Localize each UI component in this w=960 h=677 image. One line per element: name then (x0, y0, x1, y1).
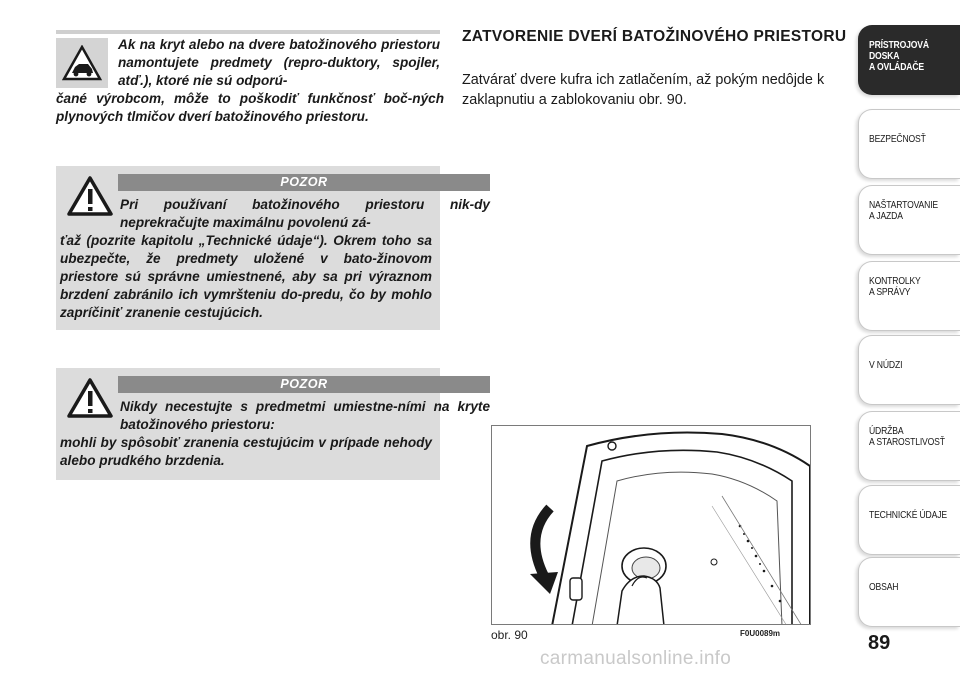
pozor-label: POZOR (118, 376, 490, 393)
tab-label: V NÚDZI (869, 359, 903, 371)
section-title: ZATVORENIE DVERÍ BATOŽINOVÉHO PRIESTORU (462, 28, 847, 45)
warning-box-cover (56, 368, 490, 480)
tab-label: TECHNICKÉ ÚDAJE (869, 509, 947, 521)
note-text-first: Ak na kryt alebo na dvere batožinového priestoru namontujete predmety (repro-duktory, spojler, atď.), ktoré nie sú odporú- (118, 37, 440, 88)
chapter-tabs (858, 25, 960, 625)
warning-triangle-icon (66, 376, 114, 420)
tab-v-nudzi[interactable] (858, 335, 960, 405)
tab-label: KONTROLKY A SPRÁVY (869, 275, 921, 298)
section-body: Zatvárať dvere kufra ich zatlačením, až pokým nedôjde k zaklapnutiu a zablokovaniu obr. 90. (462, 72, 825, 108)
tab-bezpecnost[interactable] (858, 109, 960, 179)
tab-label: ÚDRŽBA A STAROSTLIVOSŤ (869, 425, 945, 448)
warning-text-first: Nikdy necestujte s predmetmi umiestne-ními na kryte batožinového priestoru: (120, 399, 490, 432)
warning-text-first: Pri používaní batožinového priestoru nik-dy neprekračujte maximálnu povolenú zá- (120, 197, 490, 230)
note-gas-struts (56, 30, 444, 126)
car-warning-icon (56, 38, 108, 88)
page-number: 89 (868, 632, 891, 654)
tab-pristrojova-doska[interactable] (858, 25, 960, 95)
figure-caption: obr. 90 (491, 628, 528, 642)
note-top-rule (56, 30, 440, 34)
tab-kontrolky[interactable] (858, 261, 960, 331)
note-text-rest: čané výrobcom, môže to poškodiť funkčnosť boč-ných plynových tlmičov dverí batožinového priestoru. (56, 91, 444, 124)
tab-label: NAŠTARTOVANIE A JAZDA (869, 199, 939, 222)
warning-triangle-icon (66, 174, 114, 218)
warning-text-rest: ťaž (pozrite kapitolu „Technické údaje“). Okrem toho sa ubezpečte, že predmety uložené v bato-žinovom priestore sú správne umiestnené, aby sa pri výraznom brzdení zabránilo ich vymršteniu do-predu, čo by mohlo zapríčiniť zranenie cestujúcich. (60, 233, 432, 320)
warning-box-load (56, 166, 490, 330)
tab-nastartovanie[interactable] (858, 185, 960, 255)
figure-code: F0U0089m (740, 629, 781, 638)
warning-text-rest: mohli by spôsobiť zranenia cestujúcim v prípade nehody alebo prudkého brzdenia. (60, 435, 432, 468)
tab-obsah[interactable] (858, 557, 960, 627)
watermark: carmanualsonline.info (540, 648, 732, 669)
tab-label: BEZPEČNOSŤ (869, 133, 926, 145)
tab-technicke-udaje[interactable] (858, 485, 960, 555)
pozor-label: POZOR (118, 174, 490, 191)
tab-label: OBSAH (869, 581, 899, 593)
tab-udrzba[interactable] (858, 411, 960, 481)
tab-label: PRÍSTROJOVÁ DOSKA A OVLÁDAČE (869, 39, 929, 73)
tailgate-closing-illustration (491, 425, 811, 625)
